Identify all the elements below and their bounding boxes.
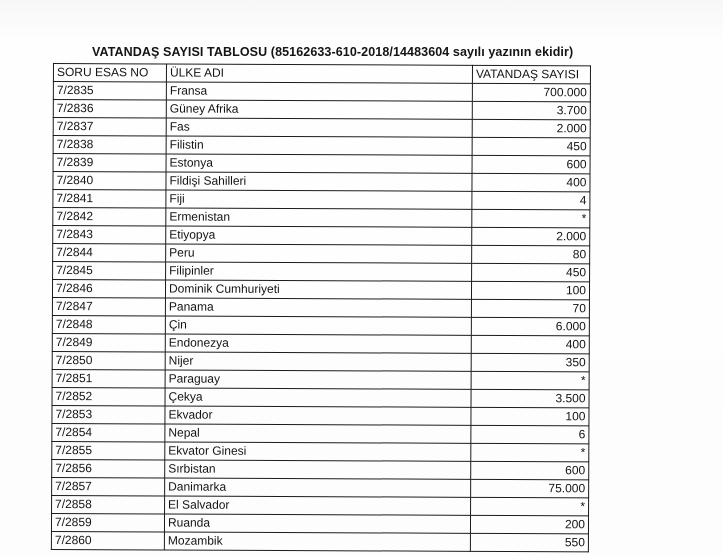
citizen-count-cell: 75.000 [471, 479, 589, 498]
citizen-count-cell: 450 [472, 137, 590, 156]
country-name-cell: Filistin [166, 136, 472, 155]
question-no-cell: 7/2838 [53, 136, 166, 154]
citizen-count-cell: 6.000 [471, 317, 589, 336]
citizen-count-cell: 3.500 [471, 389, 589, 408]
country-name-cell: Ruanda [164, 514, 470, 533]
country-name-cell: Dominik Cumhuriyeti [165, 280, 471, 299]
citizen-count-cell: * [472, 209, 590, 228]
citizen-count-cell: 2.000 [472, 227, 590, 246]
question-no-cell: 7/2837 [53, 118, 166, 136]
citizen-count-cell: 550 [470, 533, 588, 552]
question-no-cell: 7/2849 [52, 333, 165, 351]
country-name-cell: Nepal [165, 424, 471, 443]
citizen-count-cell: 100 [471, 281, 589, 300]
table-row [53, 118, 590, 138]
table-row [53, 136, 590, 156]
country-name-cell: Fiji [166, 190, 472, 209]
question-no-cell: 7/2836 [53, 100, 166, 118]
question-no-cell: 7/2854 [52, 423, 165, 441]
country-name-cell: Ermenistan [166, 208, 472, 227]
question-no-cell: 7/2860 [51, 531, 164, 549]
table-row [52, 280, 589, 300]
country-name-cell: Nijer [165, 352, 471, 371]
question-no-cell: 7/2847 [52, 297, 165, 315]
citizen-count-cell: 4 [472, 191, 590, 210]
citizen-count-cell: 80 [472, 245, 590, 264]
table-row [52, 423, 589, 443]
country-name-cell: Ekvator Ginesi [165, 442, 471, 461]
citizen-count-cell: 3.700 [472, 101, 590, 120]
table-row [53, 154, 590, 174]
citizen-count-cell: 450 [472, 263, 590, 282]
citizen-count-cell: 400 [472, 173, 590, 192]
country-name-cell: Fildişi Sahilleri [166, 172, 472, 191]
question-no-cell: 7/2843 [53, 226, 166, 244]
question-no-cell: 7/2840 [53, 172, 166, 190]
country-name-cell: Mozambik [164, 532, 470, 551]
table-row [53, 190, 590, 210]
question-no-cell: 7/2848 [52, 315, 165, 333]
question-no-cell: 7/2835 [53, 82, 166, 100]
table-row [52, 297, 589, 317]
table-row [52, 387, 589, 407]
question-no-cell: 7/2855 [52, 441, 165, 459]
question-no-cell: 7/2845 [53, 262, 166, 280]
table-row [52, 405, 589, 425]
citizen-count-cell: 70 [471, 299, 589, 318]
table-row [53, 226, 590, 246]
citizen-count-cell: * [471, 371, 589, 390]
question-no-cell: 7/2851 [52, 369, 165, 387]
citizen-count-cell: 600 [472, 155, 590, 174]
table-header-row [53, 64, 590, 84]
country-name-cell: Fas [166, 118, 472, 137]
document-title: VATANDAŞ SAYISI TABLOSU (85162633-610-2018/14483604 sayılı yazının ekidir) [92, 45, 574, 59]
table-row [53, 208, 590, 228]
country-name-cell: Güney Afrika [166, 100, 472, 119]
country-name-cell: Çekya [165, 388, 471, 407]
citizen-count-cell: 350 [471, 353, 589, 372]
question-no-cell: 7/2852 [52, 387, 165, 405]
question-no-cell: 7/2859 [51, 513, 164, 531]
citizen-count-cell: 200 [470, 515, 588, 534]
question-no-cell: 7/2844 [53, 244, 166, 262]
citizen-count-cell: 400 [471, 335, 589, 354]
citizen-count-cell: 2.000 [472, 119, 590, 138]
question-no-cell: 7/2858 [52, 495, 165, 513]
country-name-cell: Fransa [166, 82, 472, 101]
table-row [51, 531, 588, 551]
citizen-count-cell: * [471, 443, 589, 462]
question-no-cell: 7/2850 [52, 351, 165, 369]
country-name-cell: Filipinler [166, 262, 472, 281]
citizen-count-cell: 100 [471, 407, 589, 426]
citizen-count-cell: * [471, 497, 589, 516]
citizen-count-table [51, 63, 591, 552]
header-country-name: ÜLKE ADI [166, 64, 472, 83]
table-row [52, 495, 589, 515]
table-row [53, 262, 590, 282]
question-no-cell: 7/2842 [53, 208, 166, 226]
table-row [52, 459, 589, 479]
table-row [53, 172, 590, 192]
header-question-no: SORU ESAS NO [53, 64, 166, 82]
table-row [53, 244, 590, 264]
country-name-cell: Etiyopya [166, 226, 472, 245]
question-no-cell: 7/2839 [53, 154, 166, 172]
country-name-cell: Endonezya [165, 334, 471, 353]
table-row [52, 351, 589, 371]
country-name-cell: Peru [166, 244, 472, 263]
country-name-cell: Panama [165, 298, 471, 317]
country-name-cell: Ekvador [165, 406, 471, 425]
question-no-cell: 7/2856 [52, 459, 165, 477]
table-row [52, 333, 589, 353]
citizen-count-cell: 700.000 [472, 83, 590, 102]
table-row [53, 82, 590, 102]
table-row [52, 477, 589, 497]
question-no-cell: 7/2857 [52, 477, 165, 495]
citizen-count-cell: 600 [471, 461, 589, 480]
question-no-cell: 7/2853 [52, 405, 165, 423]
table-row [52, 441, 589, 461]
country-name-cell: El Salvador [165, 496, 471, 515]
table-row [53, 100, 590, 120]
question-no-cell: 7/2841 [53, 190, 166, 208]
country-name-cell: Çin [165, 316, 471, 335]
country-name-cell: Paraguay [165, 370, 471, 389]
header-citizen-count: VATANDAŞ SAYISI [472, 65, 590, 84]
table-row [51, 513, 588, 533]
table-body [51, 82, 590, 552]
country-name-cell: Sırbistan [165, 460, 471, 479]
table-row [52, 315, 589, 335]
table-row [52, 369, 589, 389]
citizen-count-cell: 6 [471, 425, 589, 444]
country-name-cell: Estonya [166, 154, 472, 173]
question-no-cell: 7/2846 [52, 280, 165, 298]
country-name-cell: Danimarka [165, 478, 471, 497]
